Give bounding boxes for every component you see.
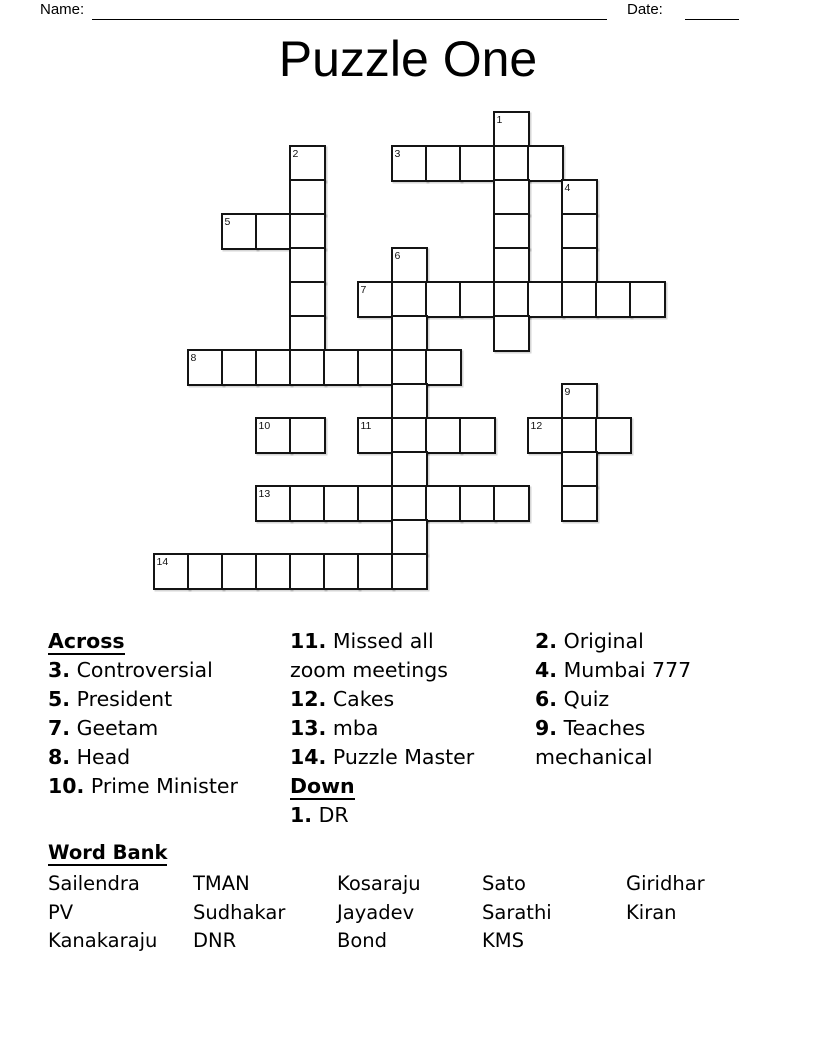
grid-cell	[221, 349, 258, 386]
grid-cell	[357, 349, 394, 386]
word-bank-item: Kiran	[626, 900, 677, 924]
grid-cell	[323, 349, 360, 386]
name-blank-line	[92, 19, 607, 20]
cell-number: 9	[564, 385, 571, 398]
grid-cell	[425, 417, 462, 454]
word-bank-item: Kanakaraju	[48, 929, 158, 952]
grid-cell	[391, 281, 428, 318]
clue-column	[290, 627, 474, 830]
cell-number: 6	[394, 249, 401, 262]
word-bank-item: TMAN	[193, 872, 250, 895]
clue-number: 10.	[48, 774, 85, 798]
grid-cell	[561, 179, 598, 216]
grid-cell	[561, 281, 598, 318]
grid-cell	[493, 111, 530, 148]
grid-cell	[289, 485, 326, 522]
clue-line	[290, 627, 474, 656]
clue-text: President	[76, 687, 173, 711]
word-bank-item: Sarathi	[482, 900, 552, 924]
grid-cell	[425, 145, 462, 182]
clue-heading-line	[290, 772, 474, 801]
grid-cell	[493, 281, 530, 318]
word-bank-heading: Word Bank	[48, 841, 168, 864]
cell-number: 3	[394, 147, 401, 160]
word-bank-item: Giridhar	[626, 872, 705, 895]
grid-cell	[493, 247, 530, 284]
clue-number: 13.	[290, 716, 327, 740]
grid-cell	[255, 349, 292, 386]
grid-cell	[391, 451, 428, 488]
grid-cell	[459, 417, 496, 454]
grid-cell	[289, 179, 326, 216]
clue-text: Geetam	[76, 716, 159, 740]
clue-number: 14.	[290, 745, 327, 769]
word-bank-item: Sailendra	[48, 872, 140, 895]
word-bank-item: Sato	[482, 872, 526, 895]
grid-cell	[289, 417, 326, 454]
grid-cell	[459, 281, 496, 318]
grid-cell	[357, 553, 394, 590]
clue-text: Teaches	[563, 716, 646, 740]
cell-number: 4	[564, 181, 571, 194]
name-label: Name:	[40, 1, 85, 18]
clue-number: 3.	[48, 658, 71, 682]
clue-text: mechanical	[535, 745, 653, 769]
grid-cell	[493, 485, 530, 522]
grid-cell	[289, 553, 326, 590]
grid-cell	[493, 145, 530, 182]
grid-cell	[323, 485, 360, 522]
grid-cell	[255, 417, 292, 454]
down-heading: Down	[290, 774, 355, 798]
clue-line	[290, 801, 474, 830]
grid-cell	[289, 315, 326, 352]
clue-line	[535, 714, 691, 743]
clue-number: 9.	[535, 716, 558, 740]
clue-text: mba	[332, 716, 379, 740]
clue-line	[48, 656, 238, 685]
cell-number: 10	[258, 419, 271, 432]
cell-number: 5	[224, 215, 231, 228]
grid-cell	[255, 553, 292, 590]
word-bank-item: KMS	[482, 929, 524, 952]
clue-line	[48, 772, 238, 801]
grid-cell	[493, 179, 530, 216]
clue-text: zoom meetings	[290, 658, 448, 682]
word-bank-item: Kosaraju	[337, 872, 421, 895]
grid-cell	[527, 145, 564, 182]
clue-number: 12.	[290, 687, 327, 711]
clue-line	[535, 685, 691, 714]
clue-column	[535, 627, 691, 772]
across-heading: Across	[48, 629, 125, 653]
grid-cell	[595, 281, 632, 318]
clue-line	[290, 685, 474, 714]
clue-heading-line	[48, 627, 238, 656]
date-blank-line	[685, 19, 739, 20]
clue-line	[48, 685, 238, 714]
grid-cell	[391, 553, 428, 590]
clue-line	[48, 714, 238, 743]
clue-text: DR	[318, 803, 349, 827]
grid-cell	[459, 485, 496, 522]
grid-cell	[289, 281, 326, 318]
grid-cell	[391, 145, 428, 182]
grid-cell	[187, 349, 224, 386]
cell-number: 2	[292, 147, 299, 160]
grid-cell	[561, 417, 598, 454]
grid-cell	[289, 247, 326, 284]
grid-cell	[323, 553, 360, 590]
grid-cell	[425, 485, 462, 522]
grid-cell	[289, 213, 326, 250]
clue-text: Cakes	[332, 687, 395, 711]
clue-text: Prime Minister	[90, 774, 238, 798]
clue-number: 7.	[48, 716, 71, 740]
grid-cell	[425, 281, 462, 318]
clue-number: 8.	[48, 745, 71, 769]
grid-cell	[289, 145, 326, 182]
clue-line	[535, 627, 691, 656]
cell-number: 14	[156, 555, 169, 568]
clue-text: Puzzle Master	[332, 745, 475, 769]
clue-number: 4.	[535, 658, 558, 682]
grid-cell	[221, 213, 258, 250]
grid-cell	[357, 485, 394, 522]
grid-cell	[391, 417, 428, 454]
grid-cell	[629, 281, 666, 318]
grid-cell	[391, 247, 428, 284]
grid-cell	[527, 417, 564, 454]
grid-cell	[561, 247, 598, 284]
grid-cell	[493, 315, 530, 352]
grid-cell	[255, 213, 292, 250]
clue-text: Original	[563, 629, 644, 653]
puzzle-title: Puzzle One	[278, 31, 538, 87]
grid-cell	[391, 383, 428, 420]
clue-text: Quiz	[563, 687, 610, 711]
cell-number: 11	[360, 419, 372, 432]
grid-cell	[527, 281, 564, 318]
clue-column	[48, 627, 238, 801]
clue-continuation-line	[535, 743, 691, 772]
word-bank-item: Sudhakar	[193, 900, 286, 924]
clue-text: Missed all	[332, 629, 434, 653]
grid-cell	[595, 417, 632, 454]
grid-cell	[391, 519, 428, 556]
word-bank-item: DNR	[193, 929, 237, 952]
grid-cell	[357, 417, 394, 454]
grid-cell	[153, 553, 190, 590]
clue-text: Mumbai 777	[563, 658, 692, 682]
grid-cell	[221, 553, 258, 590]
word-bank-item: PV	[48, 900, 74, 924]
grid-cell	[561, 451, 598, 488]
cell-number: 13	[258, 487, 271, 500]
grid-cell	[187, 553, 224, 590]
clue-line	[290, 743, 474, 772]
cell-number: 8	[190, 351, 197, 364]
clue-continuation-line	[290, 656, 474, 685]
word-bank-list	[48, 870, 788, 965]
clue-line	[48, 743, 238, 772]
grid-cell	[391, 485, 428, 522]
word-bank-item: Jayadev	[337, 900, 415, 924]
grid-cell	[561, 485, 598, 522]
grid-cell	[459, 145, 496, 182]
cell-number: 7	[360, 283, 367, 296]
grid-cell	[391, 349, 428, 386]
clue-number: 5.	[48, 687, 71, 711]
clue-number: 11.	[290, 629, 327, 653]
date-label: Date:	[627, 1, 663, 18]
clue-line	[290, 714, 474, 743]
clue-text: Head	[76, 745, 131, 769]
clue-number: 2.	[535, 629, 558, 653]
word-bank-item: Bond	[337, 929, 388, 952]
grid-cell	[493, 213, 530, 250]
clue-line	[535, 656, 691, 685]
grid-cell	[391, 315, 428, 352]
grid-cell	[561, 213, 598, 250]
clue-number: 6.	[535, 687, 558, 711]
cell-number: 1	[496, 113, 503, 126]
cell-number: 12	[530, 419, 543, 432]
clue-number: 1.	[290, 803, 313, 827]
grid-cell	[561, 383, 598, 420]
grid-cell	[357, 281, 394, 318]
clue-text: Controversial	[76, 658, 213, 682]
grid-cell	[255, 485, 292, 522]
grid-cell	[289, 349, 326, 386]
grid-cell	[425, 349, 462, 386]
